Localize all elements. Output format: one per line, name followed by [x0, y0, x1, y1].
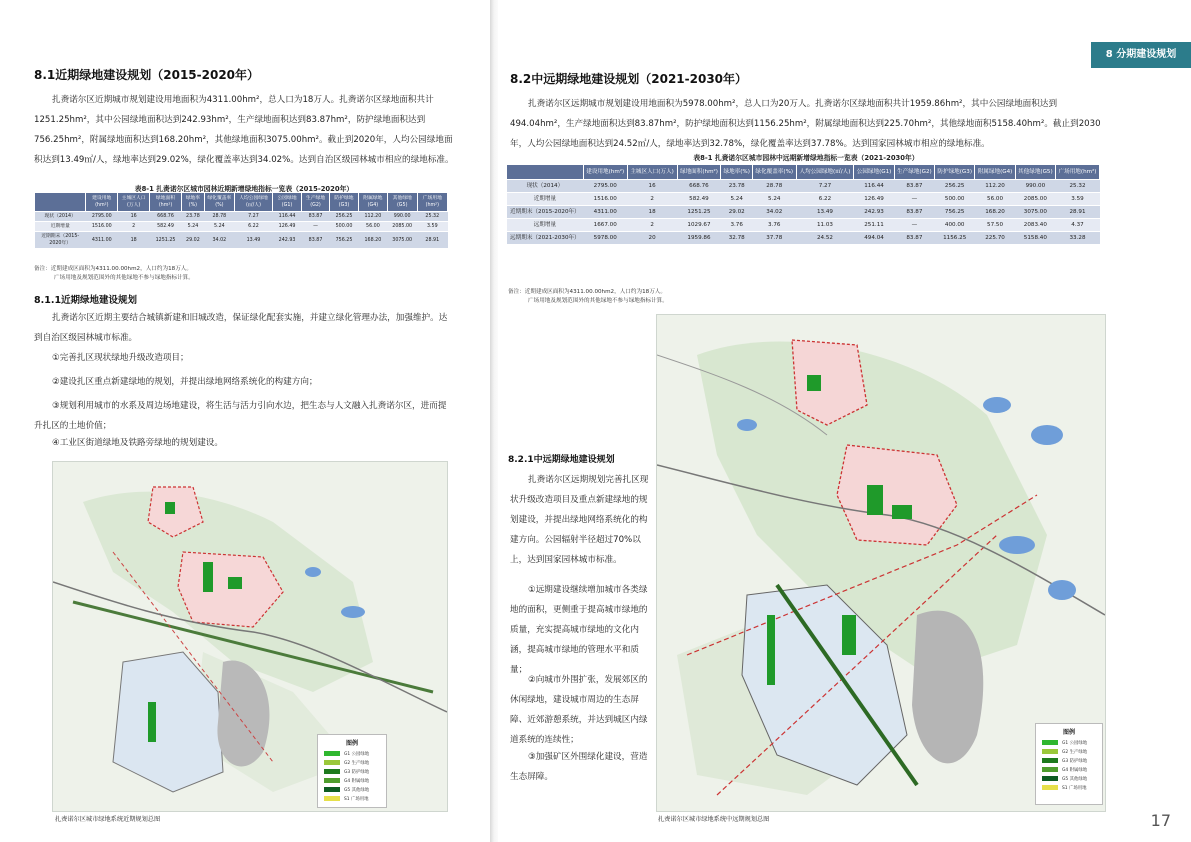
- table-cell: 126.49: [854, 193, 894, 206]
- table-cell: 242.93: [854, 206, 894, 219]
- table-header-row: [507, 165, 1100, 180]
- table-cell: 1251.25: [150, 232, 182, 249]
- indicator-table-far: [506, 164, 1100, 245]
- table-row: [507, 219, 1100, 232]
- table-cell: 29.02: [181, 232, 204, 249]
- left-page: [0, 0, 492, 842]
- chapter-banner: 8 分期建设规划: [1091, 42, 1191, 68]
- table-cell: 6.22: [234, 222, 272, 232]
- list-item-far-2: ②向城市外围扩张，发展郊区的休闲绿地，建设城市周边的生态屏障、近郊游憩系统，并达到城区内绿道系统的连续性；: [510, 675, 648, 745]
- table-cell: 4311.00: [583, 206, 627, 219]
- section-title-far: 8.2中远期绿地建设规划（2021-2030年）: [510, 72, 748, 86]
- table-row: [507, 206, 1100, 219]
- table-cell: 远期期末（2021-2030年）: [507, 232, 584, 245]
- table-cell: 251.11: [854, 219, 894, 232]
- table-cell: 1156.25: [935, 232, 975, 245]
- table-cell: 4311.00: [86, 232, 118, 249]
- table-cell: 37.78: [752, 232, 796, 245]
- table-cell: 近期增量: [35, 222, 86, 232]
- table-cell: 5158.40: [1015, 232, 1055, 245]
- table-cell: 28.78: [204, 212, 234, 222]
- table-cell: 2085.00: [387, 222, 417, 232]
- legend-item: [1042, 756, 1102, 765]
- legend-swatch: [324, 760, 340, 765]
- table-cell: 256.25: [330, 212, 359, 222]
- legend-item: [324, 785, 386, 794]
- table-header-cell: 其他绿地(G5): [1015, 165, 1055, 180]
- table-cell: 112.20: [358, 212, 387, 222]
- table-cell: 2: [118, 222, 150, 232]
- legend-swatch: [324, 778, 340, 783]
- table-cell: 668.76: [150, 212, 182, 222]
- table-cell: 582.49: [150, 222, 182, 232]
- table-cell: 582.49: [677, 193, 721, 206]
- table-cell: 4.37: [1056, 219, 1100, 232]
- table-cell: 16: [627, 180, 677, 193]
- legend-swatch: [1042, 749, 1058, 754]
- table-cell: 500.00: [935, 193, 975, 206]
- legend-far: [1035, 723, 1103, 805]
- legend-title-far: 图例: [1062, 729, 1075, 736]
- table-cell: 494.04: [854, 232, 894, 245]
- table-cell: 25.32: [1056, 180, 1100, 193]
- table-row: [507, 193, 1100, 206]
- table-cell: 56.00: [358, 222, 387, 232]
- subsection-para-far: 扎赉诺尔区远期规划完善扎区现状升级改造项目及重点新建绿地的规划建设，并提出绿地网络系统化的构建方向。公园辐射半径超过70%以上，达到国家园林城市标准。: [510, 475, 649, 565]
- table-header-cell: 绿化覆盖率(%): [752, 165, 796, 180]
- table-cell: 23.78: [721, 180, 753, 193]
- table-header-cell: 防护绿地(G3): [330, 193, 359, 212]
- table-cell: 126.49: [273, 222, 302, 232]
- table-cell: 225.70: [975, 232, 1015, 245]
- table-header-cell: 人均公园绿地(㎡/人): [234, 193, 272, 212]
- list-item-far-3: ③加强矿区外围绿化建设，营造生态屏障。: [510, 752, 648, 782]
- table-cell: —: [301, 222, 329, 232]
- table-cell: 3.59: [1056, 193, 1100, 206]
- note-line-2: 广场用地及规划范围外的其他绿地不参与绿地指标计算。: [54, 275, 194, 281]
- table-cell: 3.76: [752, 219, 796, 232]
- table-header-cell: 主城区人口(万人): [627, 165, 677, 180]
- subsection-title-near: 8.1.1近期绿地建设规划: [34, 295, 138, 306]
- table-cell: 756.25: [935, 206, 975, 219]
- table-cell: 13.49: [234, 232, 272, 249]
- table-header-cell: 绿地率(%): [721, 165, 753, 180]
- table-header-cell: 绿地面积(hm²): [677, 165, 721, 180]
- table-cell: 33.28: [1056, 232, 1100, 245]
- list-item-near-1: ①完善扎区现状绿地升级改造项目；: [52, 353, 189, 363]
- table-header-cell: 防护绿地(G3): [935, 165, 975, 180]
- legend-label: G4 附属绿地: [344, 778, 370, 784]
- legend-swatch: [324, 769, 340, 774]
- legend-item: [324, 794, 386, 803]
- table-header-cell: 主城区人口(万人): [118, 193, 150, 212]
- table-cell: 2085.00: [1015, 193, 1055, 206]
- note-line-1: 备注：近期建成区面积为4311.00.00hm2，人口约为18万人。: [508, 289, 666, 295]
- table-cell: 3.76: [721, 219, 753, 232]
- table-cell: 2795.00: [583, 180, 627, 193]
- table-cell: 现状（2014）: [35, 212, 86, 222]
- table-cell: 5.24: [752, 193, 796, 206]
- table-header-cell: 绿地面积(hm²): [150, 193, 182, 212]
- table-cell: 7.27: [234, 212, 272, 222]
- list-item-near-3: ③规划利用城市的水系及周边场地建设，将生活与活力引向水边，把生态与人文融入扎赉诺尔区，进而提升扎区的土地价值；: [34, 401, 447, 431]
- table-cell: 20: [627, 232, 677, 245]
- table-header-cell: 公园绿地(G1): [273, 193, 302, 212]
- table-cell: 1516.00: [86, 222, 118, 232]
- table-header-cell: 广场用地(hm²): [417, 193, 447, 212]
- legend-label: G5 其他绿地: [344, 787, 370, 793]
- legend-label: G1 公园绿地: [344, 751, 370, 757]
- table-cell: 2795.00: [86, 212, 118, 222]
- legend-swatch: [1042, 785, 1058, 790]
- table-cell: 57.50: [975, 219, 1015, 232]
- intro-far: 扎赉诺尔区远期城市规划建设用地面积为5978.00hm²，总人口为20万人。扎赉诺尔区绿地面积共计1959.86hm²，其中公园绿地面积达到494.04hm²，生产绿地面积达到83.87hm²，防护绿地面积达到1156.25hm²，附属绿地面积达到225.70hm²，其他绿地面积5158.40hm²。截止到2030年，人均公园绿地面积达到24.52㎡/人，绿地率达到32.78%，绿化覆盖率达到37.78%。达到国家园林城市相应的绿地标准。: [510, 99, 1101, 149]
- table-row: [35, 222, 448, 232]
- table-header-cell: 广场用地(hm²): [1056, 165, 1100, 180]
- legend-label: G4 附属绿地: [1062, 767, 1088, 773]
- list-item-near-2: ②建设扎区重点新建绿地的规划，并提出绿地网络系统化的构建方向；: [52, 377, 318, 387]
- legend-label: G3 防护绿地: [344, 769, 370, 775]
- legend-item: [1042, 738, 1102, 747]
- indicator-table-near: [34, 192, 448, 249]
- table-cell: 1667.00: [583, 219, 627, 232]
- table-cell: 近期期末（2015-2020年）: [35, 232, 86, 249]
- table-caption-far: 表8-1 扎赉诺尔区城市园林中远期新增绿地指标一览表（2021-2030年）: [693, 154, 919, 162]
- table-cell: 近期增量: [507, 193, 584, 206]
- near-term-map-drawing: [53, 462, 447, 811]
- table-cell: 28.78: [752, 180, 796, 193]
- legend-swatch: [324, 751, 340, 756]
- right-page: [498, 0, 1191, 842]
- table-header-cell: 生产绿地(G2): [301, 193, 329, 212]
- legend-item: [1042, 765, 1102, 774]
- table-cell: 18: [627, 206, 677, 219]
- table-cell: 500.00: [330, 222, 359, 232]
- table-cell: 56.00: [975, 193, 1015, 206]
- legend-label: G2 生产绿地: [1062, 749, 1088, 755]
- list-item-far-1: ①远期建设继续增加城市各类绿地的面积，更侧重于提高城市绿地的质量，充实提高城市绿地的文化内涵，提高城市绿地的管理水平和质量；: [510, 585, 648, 675]
- list-item-near-4: ④工业区街道绿地及铁路旁绿地的规划建设。: [52, 438, 223, 448]
- table-cell: 25.32: [417, 212, 447, 222]
- table-cell: 3075.00: [387, 232, 417, 249]
- table-header-row: [35, 193, 448, 212]
- intro-near: 扎赉诺尔区近期城市规划建设用地面积为4311.00hm²，总人口为18万人。扎赉诺尔区绿地面积共计1251.25hm²，其中公园绿地面积达到242.93hm²，生产绿地面积达到83.87hm²，防护绿地面积达到756.25hm²，附属绿地面积达到168.20hm²，其他绿地面积3075.00hm²。截止到2020年，人均公园绿地面积达到13.49㎡/人，绿地率达到29.02%，绿化覆盖率达到34.02%。达到自治区级园林城市相应的绿地标准。: [34, 95, 454, 165]
- table-cell: 168.20: [358, 232, 387, 249]
- table-cell: 2: [627, 219, 677, 232]
- near-term-plan-map: [52, 461, 448, 812]
- legend-swatch: [324, 787, 340, 792]
- table-cell: 现状（2014）: [507, 180, 584, 193]
- legend-swatch: [1042, 758, 1058, 763]
- table-header-cell: 建设用地(hm²): [86, 193, 118, 212]
- table-cell: 34.02: [204, 232, 234, 249]
- table-cell: 116.44: [273, 212, 302, 222]
- legend-swatch: [324, 796, 340, 801]
- note-line-2: 广场用地及规划范围外的其他绿地不参与绿地指标计算。: [528, 298, 668, 304]
- section-title-near: 8.1近期绿地建设规划（2015-2020年）: [34, 68, 260, 82]
- table-cell: 168.20: [975, 206, 1015, 219]
- table-cell: 6.22: [796, 193, 854, 206]
- table-cell: 1029.67: [677, 219, 721, 232]
- table-header-cell: 公园绿地(G1): [854, 165, 894, 180]
- subsection-title-far: 8.2.1中远期绿地建设规划: [508, 455, 615, 465]
- table-header-cell: 建设用地(hm²): [583, 165, 627, 180]
- table-caption-near: 表8-1 扎赉诺尔区城市园林近期新增绿地指标一览表（2015-2020年）: [134, 185, 354, 193]
- table-header-cell: 生产绿地(G2): [894, 165, 934, 180]
- table-cell: 112.20: [975, 180, 1015, 193]
- table-row: [35, 212, 448, 222]
- table-cell: 3.59: [417, 222, 447, 232]
- legend-title-near: 图例: [345, 740, 358, 747]
- table-header-cell: 人均公园绿地(㎡/人): [796, 165, 854, 180]
- table-cell: 28.91: [1056, 206, 1100, 219]
- table-cell: 1959.86: [677, 232, 721, 245]
- legend-label: G5 其他绿地: [1062, 776, 1088, 782]
- table-cell: 11.03: [796, 219, 854, 232]
- table-cell: 83.87: [301, 232, 329, 249]
- legend-item: [1042, 774, 1102, 783]
- legend-swatch: [1042, 776, 1058, 781]
- table-cell: 近期期末（2015-2020年）: [507, 206, 584, 219]
- table-note-near: [34, 265, 454, 283]
- table-cell: 2083.40: [1015, 219, 1055, 232]
- table-header-cell: 绿化覆盖率(%): [204, 193, 234, 212]
- table-cell: —: [894, 193, 934, 206]
- page-number: 17: [1150, 811, 1171, 830]
- legend-item: [1042, 747, 1102, 756]
- table-cell: 13.49: [796, 206, 854, 219]
- table-cell: 242.93: [273, 232, 302, 249]
- legend-label: S1 广场用地: [344, 796, 369, 802]
- table-cell: 2: [627, 193, 677, 206]
- table-header-cell: 绿地率(%): [181, 193, 204, 212]
- legend-swatch: [1042, 767, 1058, 772]
- note-line-1: 备注：近期建成区面积为4311.00.00hm2，人口约为18万人。: [34, 266, 192, 272]
- table-cell: 668.76: [677, 180, 721, 193]
- table-cell: 83.87: [894, 232, 934, 245]
- table-cell: 24.52: [796, 232, 854, 245]
- table-header-cell: 其他绿地(G5): [387, 193, 417, 212]
- table-cell: 32.78: [721, 232, 753, 245]
- table-cell: 29.02: [721, 206, 753, 219]
- table-cell: 7.27: [796, 180, 854, 193]
- table-row: [507, 180, 1100, 193]
- table-header-cell: 附属绿地(G4): [975, 165, 1015, 180]
- legend-item: [324, 767, 386, 776]
- table-cell: 256.25: [935, 180, 975, 193]
- legend-label: G2 生产绿地: [344, 760, 370, 766]
- table-cell: 1251.25: [677, 206, 721, 219]
- table-cell: —: [894, 219, 934, 232]
- legend-item: [324, 749, 386, 758]
- legend-item: [1042, 783, 1102, 792]
- table-cell: 23.78: [181, 212, 204, 222]
- legend-near: [317, 734, 387, 808]
- table-header-cell: [35, 193, 86, 212]
- mid-long-term-plan-map: [656, 314, 1106, 812]
- table-header-cell: 附属绿地(G4): [358, 193, 387, 212]
- table-cell: 1516.00: [583, 193, 627, 206]
- table-cell: 34.02: [752, 206, 796, 219]
- table-cell: 远期增量: [507, 219, 584, 232]
- table-cell: 83.87: [894, 180, 934, 193]
- table-cell: 116.44: [854, 180, 894, 193]
- table-cell: 5978.00: [583, 232, 627, 245]
- table-cell: 756.25: [330, 232, 359, 249]
- table-cell: 83.87: [301, 212, 329, 222]
- table-cell: 3075.00: [1015, 206, 1055, 219]
- map-caption-near: 扎赉诺尔区城市绿地系统近期规划总图: [55, 816, 161, 823]
- table-cell: 83.87: [894, 206, 934, 219]
- table-cell: 18: [118, 232, 150, 249]
- table-cell: 990.00: [1015, 180, 1055, 193]
- table-cell: 5.24: [181, 222, 204, 232]
- table-cell: 400.00: [935, 219, 975, 232]
- table-cell: 28.91: [417, 232, 447, 249]
- table-cell: 990.00: [387, 212, 417, 222]
- legend-item: [324, 758, 386, 767]
- map-caption-far: 扎赉诺尔区城市绿地系统中远期规划总图: [658, 816, 770, 823]
- table-cell: 5.24: [204, 222, 234, 232]
- table-row: [35, 232, 448, 249]
- legend-item: [324, 776, 386, 785]
- table-cell: 16: [118, 212, 150, 222]
- table-cell: 5.24: [721, 193, 753, 206]
- legend-label: S1 广场用地: [1062, 785, 1087, 791]
- legend-label: G3 防护绿地: [1062, 758, 1088, 764]
- legend-label: G1 公园绿地: [1062, 740, 1088, 746]
- subsection-para-near: 扎赉诺尔区近期主要结合城镇新建和旧城改造，保证绿化配套实施，并建立绿化管理办法，加强维护。达到自治区级园林城市标准。: [34, 313, 448, 343]
- legend-swatch: [1042, 740, 1058, 745]
- table-header-cell: [507, 165, 584, 180]
- table-row: [507, 232, 1100, 245]
- table-note-far: [508, 288, 1102, 306]
